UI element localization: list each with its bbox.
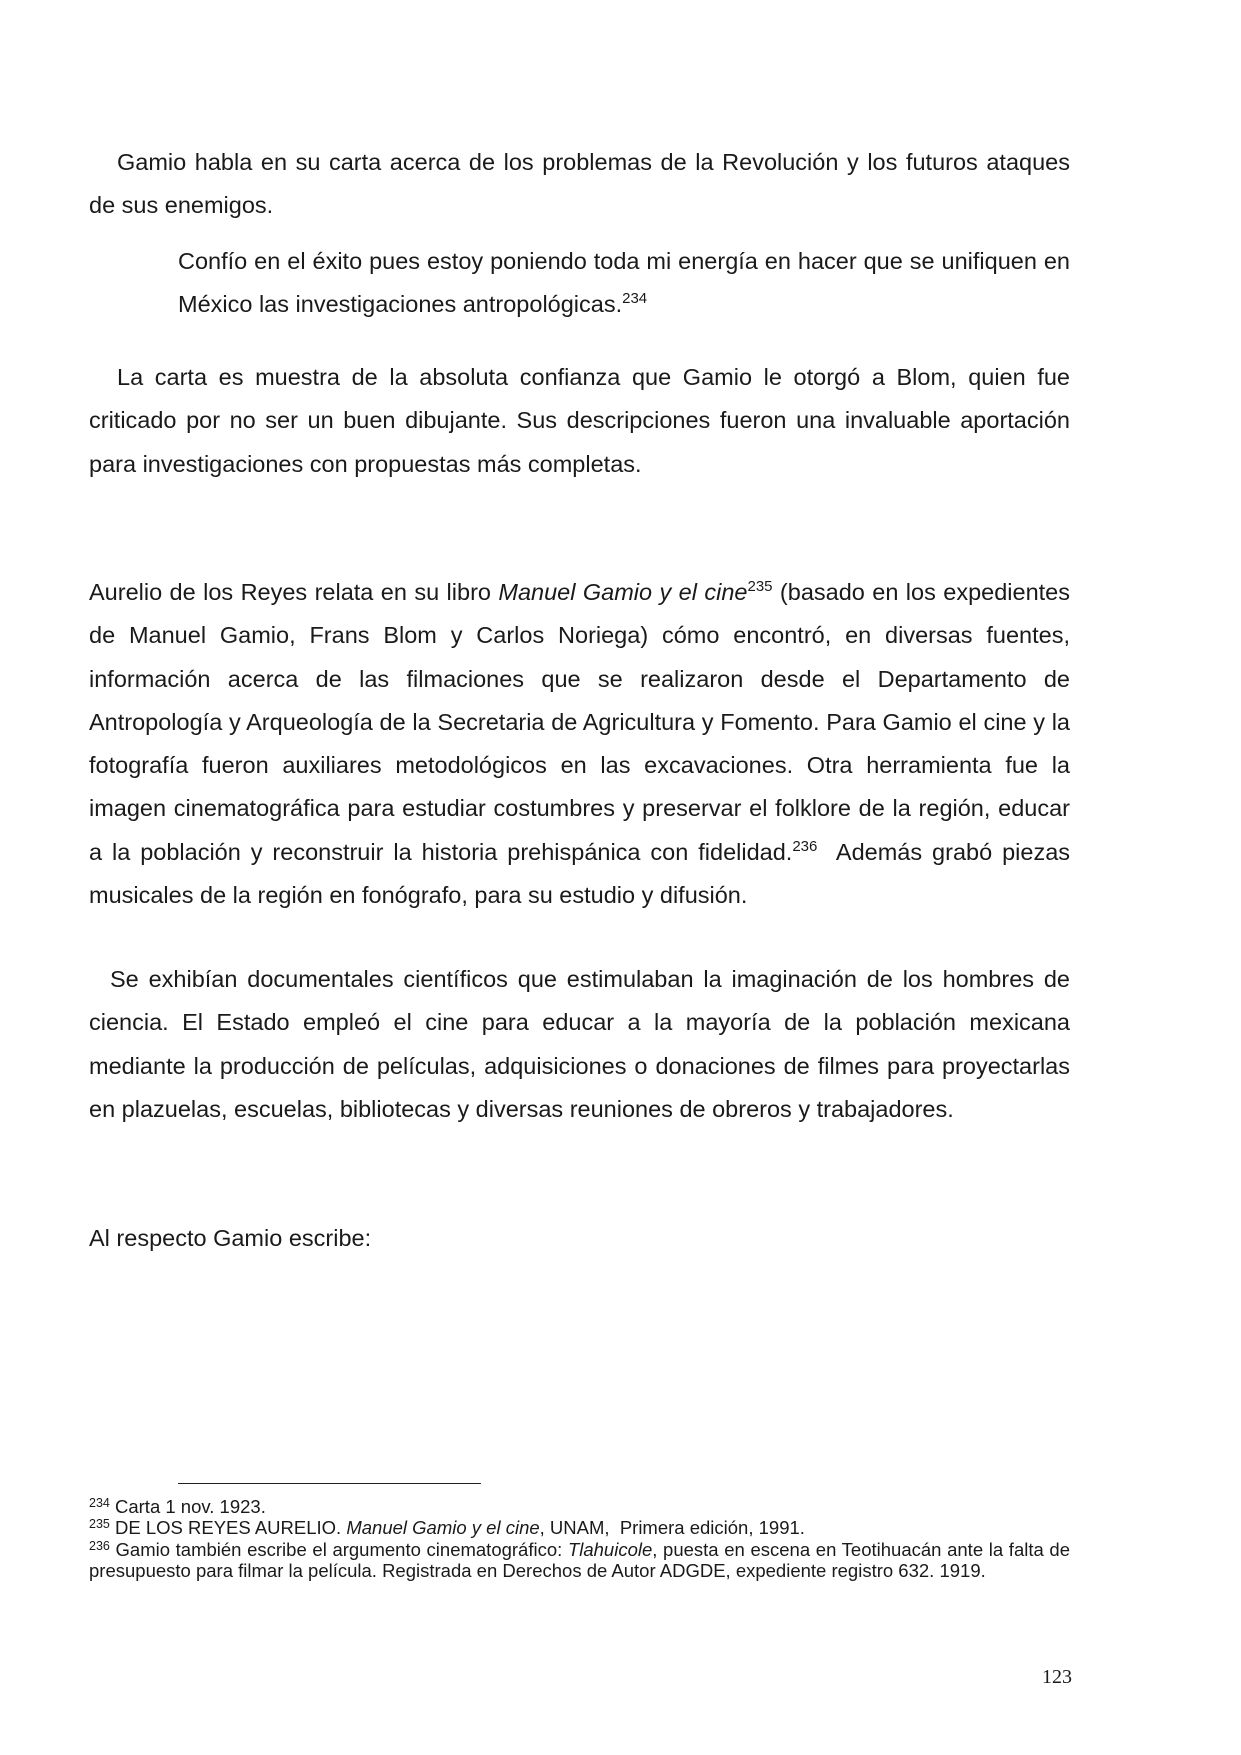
block-quote — [178, 240, 1070, 327]
footnote-text: , puesta en escena en Teotihuacán ante la falta de presupuesto para filmar la película. Registrada en Derechos de Autor ADGDE, expediente registro 632. 1919. — [89, 1538, 1070, 1581]
paragraph-text: (basado en los expedientes de Manuel Gamio, Frans Blom y Carlos Noriega) cómo encontró, en diversas fuentes, información acerca de las filmaciones que se realizaron desde el Departamento de Antropología y Arqueología de la Secretaria de Agricultura y Fomento. Para Gamio el cine y la fotografía fueron auxiliares metodológicos en las excavaciones. Otra herramienta fue la imagen cinematográfica para estudiar costumbres y preservar el folklore de la región, educar a la población y reconstruir la historia prehispánica con fidelidad. — [89, 579, 1070, 865]
footnote-number: 235 — [89, 1517, 110, 1532]
paragraph-text: Además grabó piezas musicales de la región en fonógrafo, para su estudio y difusión. — [89, 838, 1077, 909]
footnote-ref-236: 236 — [792, 837, 818, 855]
paragraph-text: Aurelio de los Reyes relata en su libro — [89, 579, 499, 605]
footnote-text: , UNAM, Primera edición, 1991. — [539, 1517, 805, 1539]
footnote-ref-234: 234 — [622, 290, 648, 308]
footnote-236 — [89, 1539, 1070, 1582]
paragraph-aurelio-reyes — [89, 571, 1077, 917]
footnote-234 — [89, 1496, 1070, 1517]
paragraph-text: Gamio habla en su carta acerca de los problemas de la Revolución y los futuros ataques de sus enemigos. — [89, 149, 1070, 219]
book-title: Manuel Gamio y el cine — [346, 1517, 540, 1539]
footnote-ref-235: 235 — [747, 578, 773, 595]
paragraph-al-respecto — [89, 1217, 1070, 1260]
paragraph-text: Se exhibían documentales científicos que estimulaban la imaginación de los hombres de ciencia. El Estado empleó el cine para educar a la mayoría de la población mexicana mediante la producción de películas, adquisiciones o donaciones de filmes para proyectarlas en plazuelas, escuelas, bibliotecas y diversas reuniones de obreros y trabajadores. — [89, 966, 1070, 1122]
footnote-235 — [89, 1517, 1070, 1538]
footnote-number: 234 — [89, 1496, 110, 1510]
footnote-text: DE LOS REYES AURELIO. — [109, 1517, 347, 1539]
paragraph-text: Al respecto Gamio escribe: — [89, 1225, 372, 1251]
page-number: 123 — [1042, 1666, 1072, 1688]
quote-text: Confío en el éxito pues estoy poniendo toda mi energía en hacer que se unifiquen en México las investigaciones antropológicas. — [178, 248, 1070, 318]
footnote-separator — [178, 1483, 481, 1484]
paragraph-documentales — [89, 958, 1070, 1131]
footnote-text: Carta 1 nov. 1923. — [109, 1496, 266, 1517]
footnote-number: 236 — [89, 1538, 110, 1553]
paragraph-confianza-blom — [89, 356, 1070, 486]
paragraph-gamio-carta — [89, 141, 1070, 228]
paragraph-text: La carta es muestra de la absoluta confianza que Gamio le otorgó a Blom, quien fue criticado por no ser un buen dibujante. Sus descripciones fueron una invaluable aportación para investigaciones con propuestas más completas. — [89, 364, 1070, 477]
work-title: Tlahuicole — [567, 1538, 653, 1560]
book-title: Manuel Gamio y el cine — [498, 579, 748, 605]
footnote-text: Gamio también escribe el argumento cinematográfico: — [109, 1538, 568, 1560]
footnotes — [89, 1496, 1070, 1581]
